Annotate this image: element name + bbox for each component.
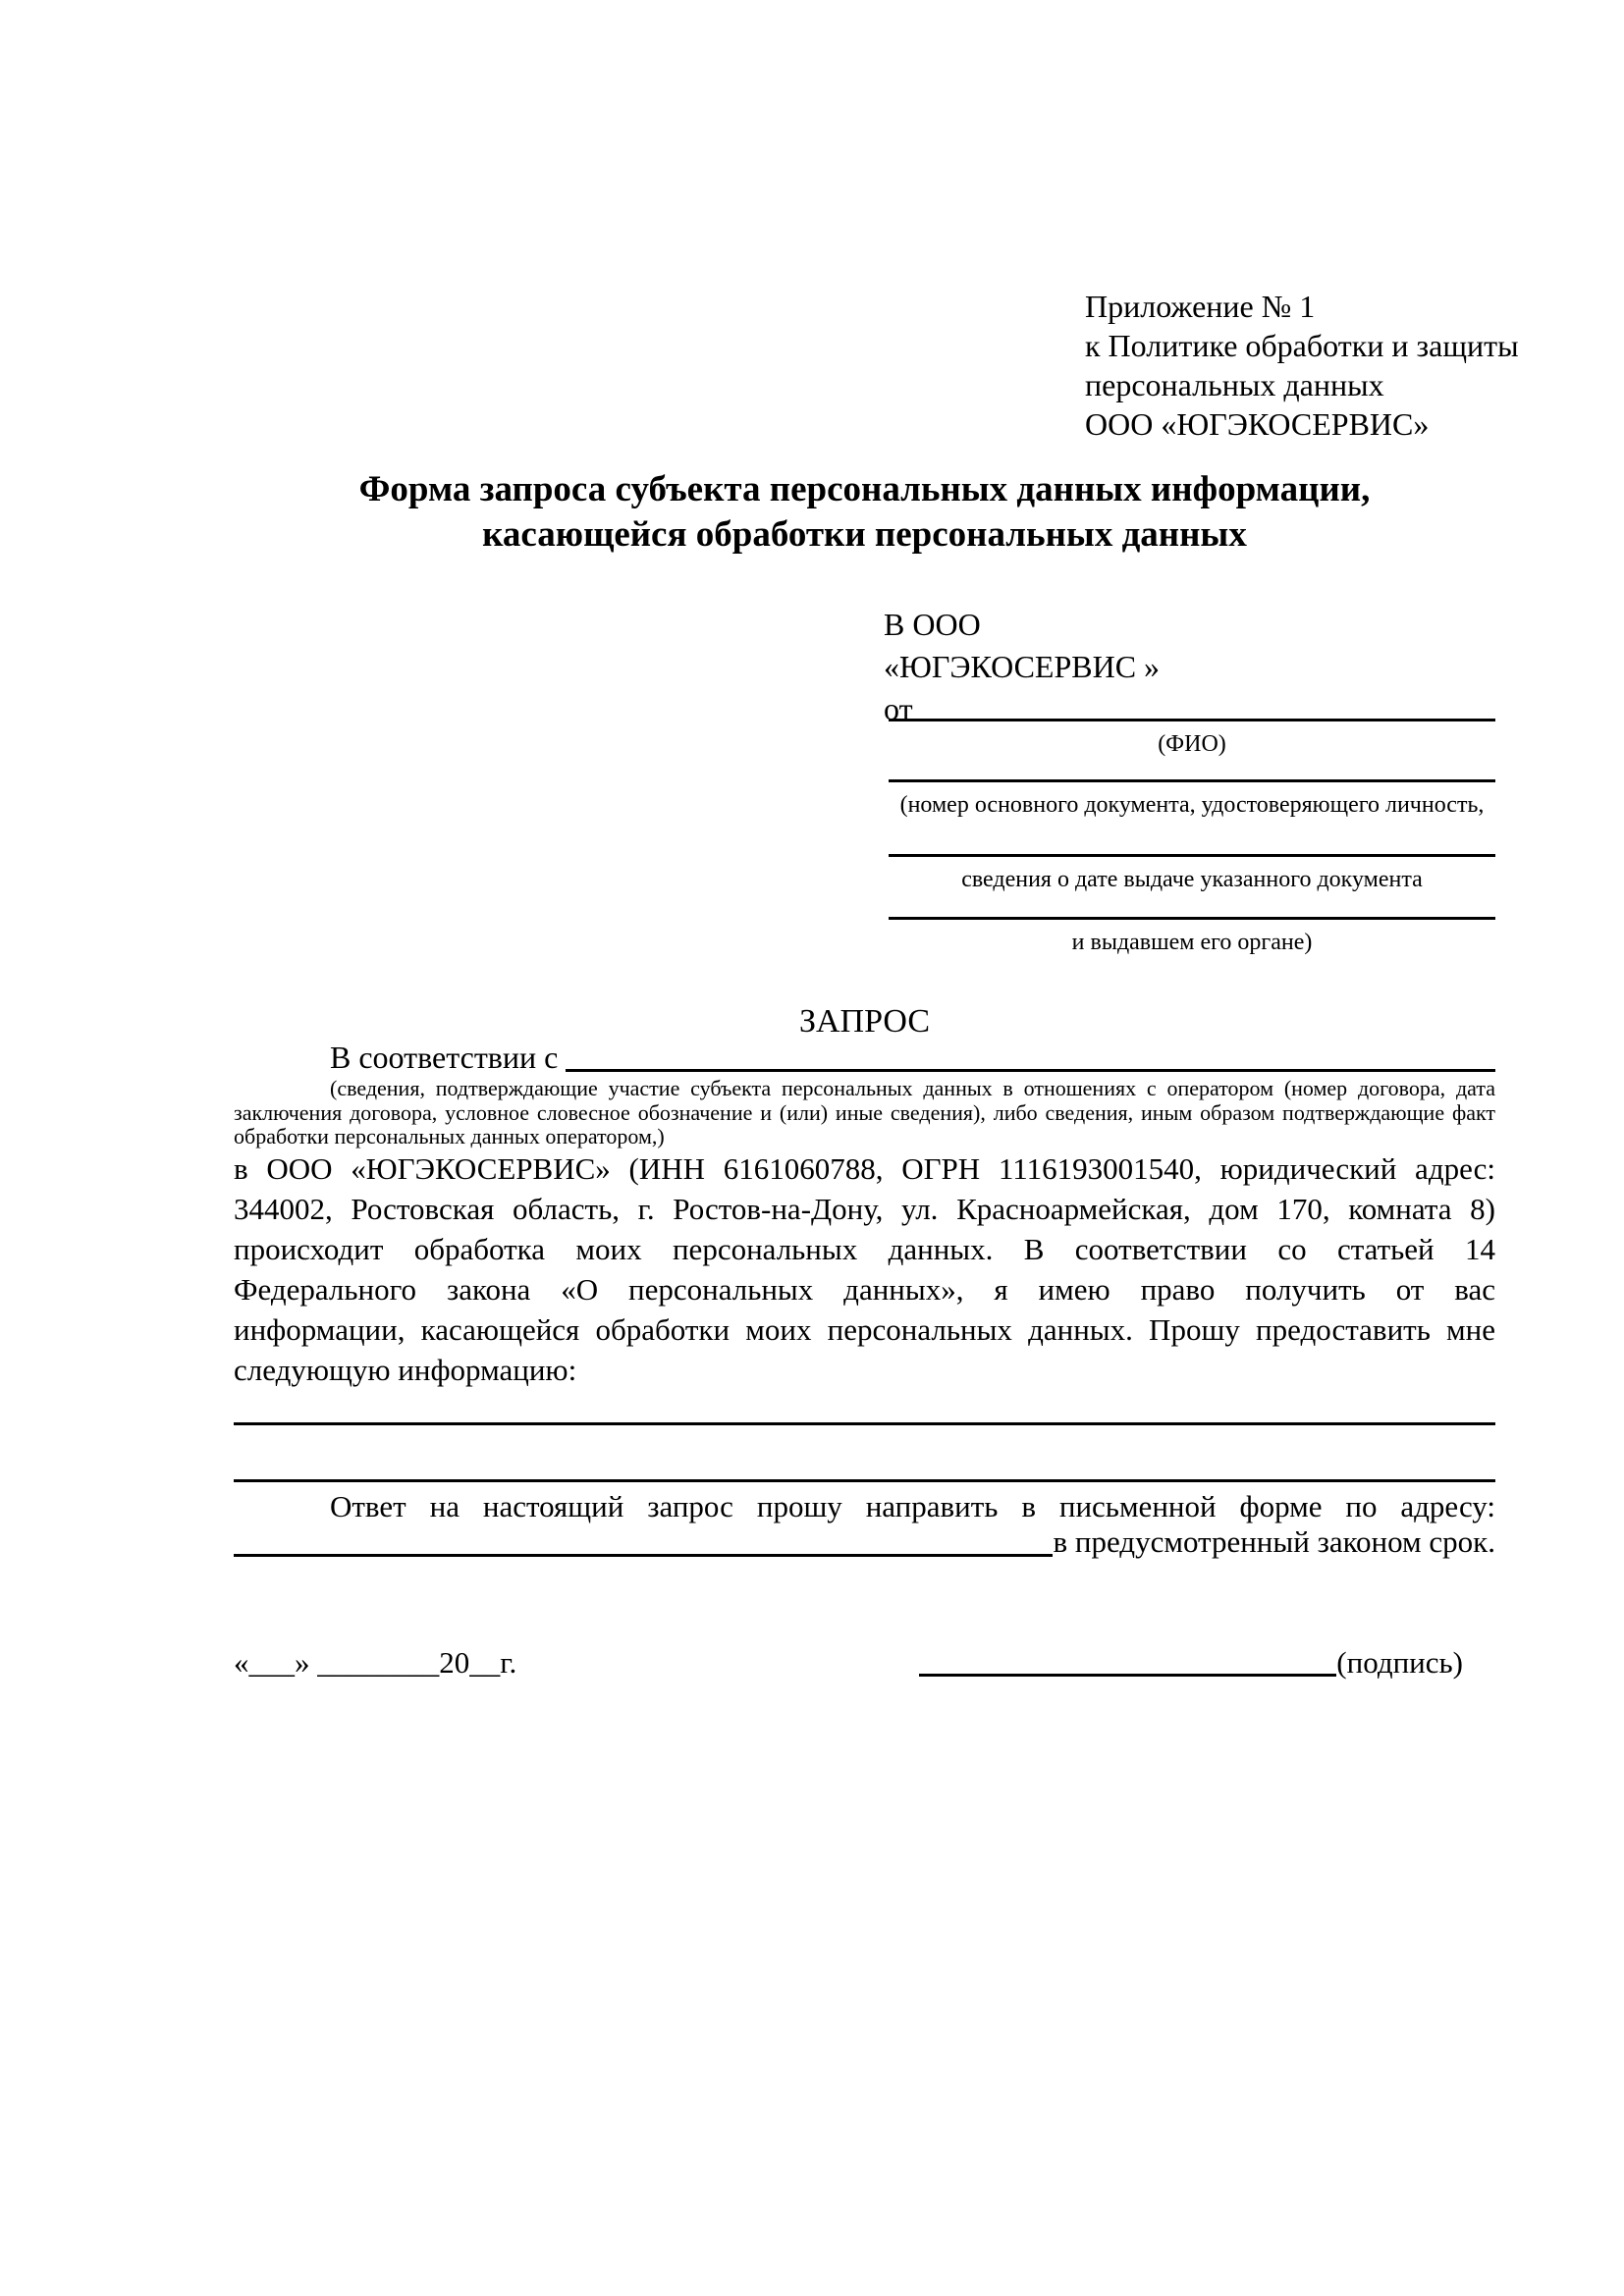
addressee-block xyxy=(884,604,1160,730)
page-title-line: Форма запроса субъекта персональных данных информации, xyxy=(358,469,1371,509)
basis-footnote xyxy=(234,1077,1495,1149)
signature-group xyxy=(919,1643,1463,1682)
addressee-line: В ООО xyxy=(884,607,981,642)
signature-blank-line xyxy=(919,1674,1336,1677)
footnote-line: заключения договора, условное словесное обозначение и (или) иные сведения), либо сведения, иным образом подтверждающие факт xyxy=(234,1099,1495,1125)
fio-blank-line xyxy=(889,719,1495,721)
answer-tail: в предусмотренный законом срок. xyxy=(1053,1524,1495,1559)
body-line: информации, касающейся обработки моих персональных данных. Прошу предоставить мне xyxy=(234,1312,1495,1347)
issue-date-caption: сведения о дате выдаче указанного документа xyxy=(961,867,1423,892)
appendix-line: ООО «ЮГЭКОСЕРВИС» xyxy=(1085,406,1430,442)
issuing-authority-caption: и выдавшем его органе) xyxy=(1071,930,1313,955)
appendix-line: персональных данных xyxy=(1085,367,1384,402)
appendix-line: Приложение № 1 xyxy=(1085,289,1316,324)
id-document-caption: (номер основного документа, удостоверяющего личность, xyxy=(899,792,1485,818)
requested-info-blank-line-1 xyxy=(234,1422,1495,1425)
appendix-block xyxy=(1085,287,1519,444)
footnote-line: (сведения, подтверждающие участие субъекта персональных данных в отношениях с оператором (номер договора, дата xyxy=(330,1076,1495,1100)
answer-address-row xyxy=(234,1522,1495,1563)
page-title-line: касающейся обработки персональных данных xyxy=(482,514,1247,555)
issue-date-blank-line xyxy=(889,854,1495,857)
basis-blank-line xyxy=(566,1037,1495,1072)
body-line: следующую информацию: xyxy=(234,1353,577,1387)
signature-caption: (подпись) xyxy=(1336,1645,1463,1680)
body-line: происходит обработка моих персональных данных. В соответствии со статьей 14 xyxy=(234,1232,1495,1266)
body-line: Федерального закона «О персональных данных», я имею право получить от вас xyxy=(234,1272,1495,1307)
requested-info-blank-line-2 xyxy=(234,1479,1495,1482)
fio-caption: (ФИО) xyxy=(1158,731,1226,757)
request-heading: ЗАПРОС xyxy=(798,1003,931,1040)
basis-label: В соответствии с xyxy=(330,1040,559,1075)
body-line: 344002, Ростовская область, г. Ростов-на-Дону, ул. Красноармейская, дом 170, комната 8) xyxy=(234,1192,1495,1226)
footnote-line: обработки персональных данных оператором,) xyxy=(234,1124,665,1148)
address-blank-line xyxy=(234,1522,1053,1557)
request-body xyxy=(234,1148,1495,1390)
answer-intro: Ответ на настоящий запрос прошу направить в письменной форме по адресу: xyxy=(330,1489,1495,1523)
appendix-line: к Политике обработки и защиты xyxy=(1085,328,1519,363)
date-signature-row xyxy=(234,1643,1495,1682)
date-template: «___» ________20__г. xyxy=(234,1645,517,1680)
basis-row xyxy=(234,1037,1495,1078)
page-title xyxy=(234,467,1495,558)
id-document-blank-line xyxy=(889,779,1495,782)
addressee-line: «ЮГЭКОСЕРВИС » xyxy=(884,649,1161,684)
issuing-authority-blank-line xyxy=(889,917,1495,920)
body-line: в ООО «ЮГЭКОСЕРВИС» (ИНН 6161060788, ОГРН 1116193001540, юридический адрес: xyxy=(234,1151,1495,1186)
addressee-line: от xyxy=(884,691,913,726)
